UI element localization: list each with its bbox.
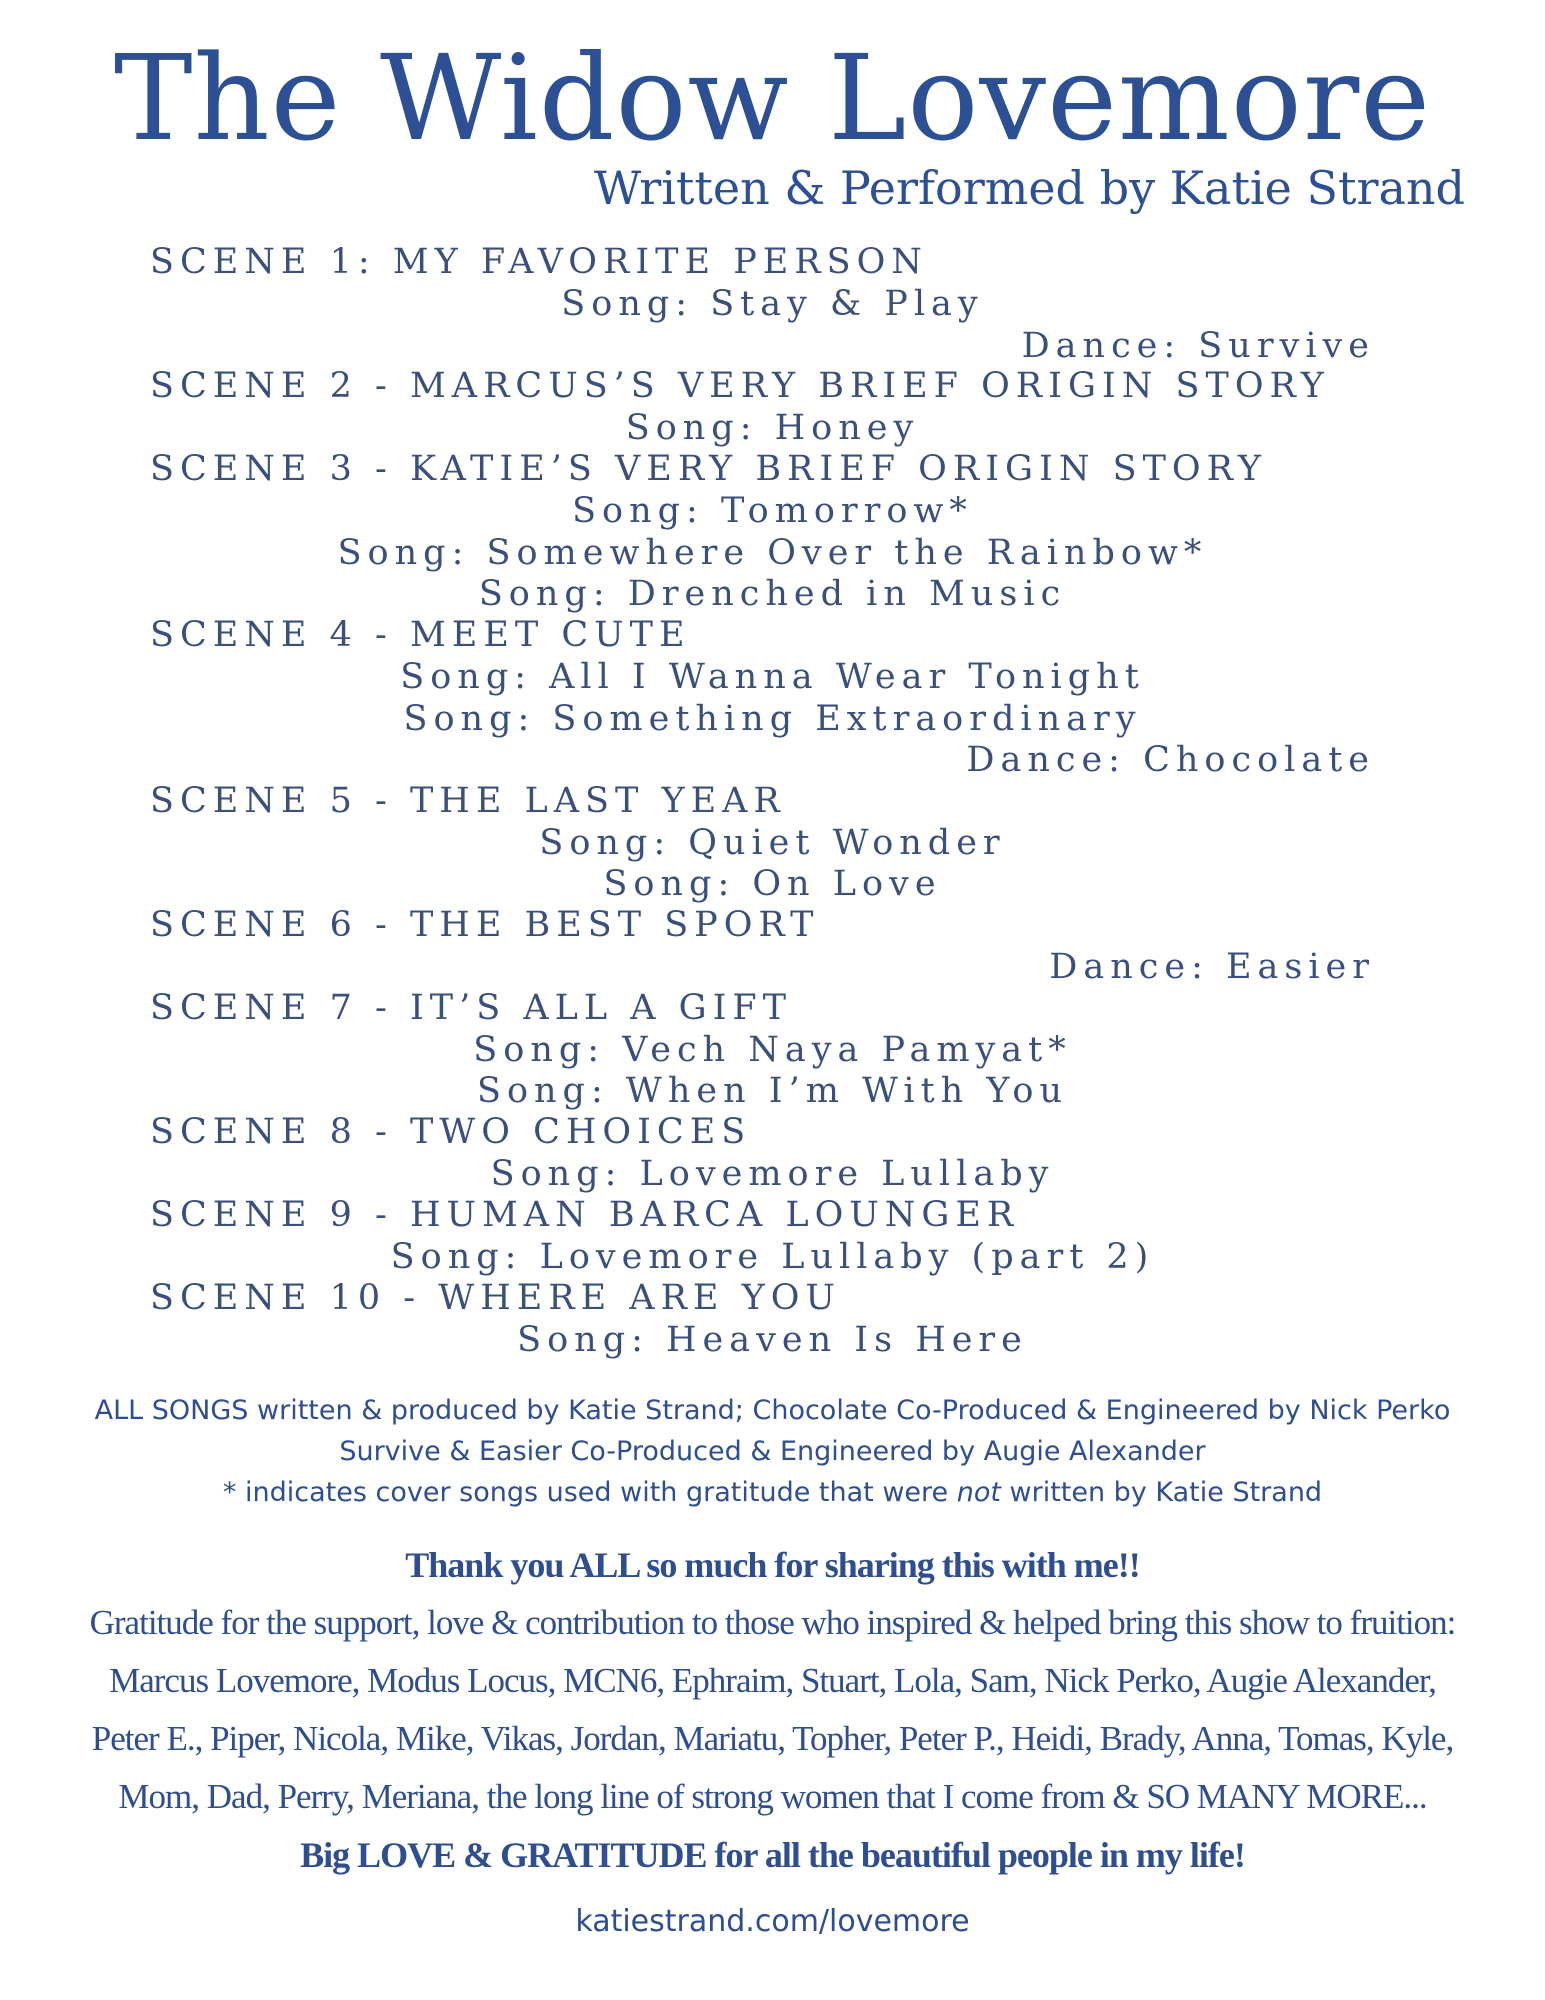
scene-heading: SCENE 8 - TWO CHOICES <box>150 1112 752 1152</box>
scene-heading: SCENE 2 - MARCUS’S VERY BRIEF ORIGIN STORY <box>150 366 1330 406</box>
dance-entry: Dance: Survive <box>1021 326 1375 366</box>
song-entry: Song: Heaven Is Here <box>517 1320 1028 1360</box>
credits-line-3-end: written by Katie Strand <box>1000 1477 1323 1508</box>
show-subtitle: Written & Performed by Katie Strand <box>593 161 1465 215</box>
song-entry: Song: Something Extraordinary <box>403 699 1142 739</box>
song-entry: Song: When I’m With You <box>476 1071 1069 1111</box>
credits-line-3 <box>0 1472 1545 1513</box>
scene-heading: SCENE 4 - MEET CUTE <box>150 615 691 655</box>
scene-heading: SCENE 5 - THE LAST YEAR <box>150 781 786 821</box>
credits-line-3-start: * indicates cover songs used with gratitude that were <box>222 1477 957 1508</box>
song-entry: Song: Somewhere Over the Rainbow* <box>337 533 1208 573</box>
scene-heading: SCENE 3 - KATIE’S VERY BRIEF ORIGIN STORY <box>150 449 1267 489</box>
website-link[interactable]: katiestrand.com/lovemore <box>575 1904 970 1939</box>
song-entry: Song: All I Wanna Wear Tonight <box>400 657 1145 697</box>
dance-entry: Dance: Easier <box>1049 947 1375 987</box>
dance-entry: Dance: Chocolate <box>966 740 1375 780</box>
credits-line-2: Survive & Easier Co-Produced & Engineered by Augie Alexander <box>339 1436 1206 1467</box>
song-credits <box>0 1390 1545 1513</box>
acknowledgements <box>0 1536 1545 1884</box>
thanks-line-2: Marcus Lovemore, Modus Locus, MCN6, Ephraim, Stuart, Lola, Sam, Nick Perko, Augie Alexander, <box>109 1661 1436 1700</box>
song-entry: Song: Stay & Play <box>561 284 984 324</box>
song-entry: Song: On Love <box>603 864 942 904</box>
song-entry: Song: Quiet Wonder <box>539 823 1006 863</box>
song-entry: Song: Lovemore Lullaby <box>490 1154 1055 1194</box>
song-entry: Song: Tomorrow* <box>572 491 973 531</box>
scene-heading: SCENE 1: MY FAVORITE PERSON <box>150 242 928 282</box>
scene-heading: SCENE 7 - IT’S ALL A GIFT <box>150 988 793 1028</box>
thanks-closing: Big LOVE & GRATITUDE for all the beautiful people in my life! <box>300 1835 1245 1875</box>
scene-heading: SCENE 10 - WHERE ARE YOU <box>150 1278 841 1318</box>
song-entry: Song: Drenched in Music <box>478 574 1067 614</box>
thanks-line-4: Mom, Dad, Perry, Meriana, the long line of strong women that I come from & SO MANY MORE... <box>118 1777 1427 1816</box>
thanks-line-3: Peter E., Piper, Nicola, Mike, Vikas, Jordan, Mariatu, Topher, Peter P., Heidi, Brady, Anna, Tomas, Kyle, <box>91 1719 1454 1758</box>
scene-heading: SCENE 6 - THE BEST SPORT <box>150 905 820 945</box>
song-entry: Song: Vech Naya Pamyat* <box>473 1030 1072 1070</box>
credits-line-1: ALL SONGS written & produced by Katie Strand; Chocolate Co-Produced & Engineered by Nick Perko <box>94 1395 1451 1426</box>
show-title: The Widow Lovemore <box>113 29 1432 167</box>
credits-emphasis: not <box>956 1477 1001 1508</box>
thanks-line-1: Gratitude for the support, love & contribution to those who inspired & helped bring this show to fruition: <box>89 1603 1456 1642</box>
thanks-headline: Thank you ALL so much for sharing this with me!! <box>405 1545 1140 1585</box>
scene-heading: SCENE 9 - HUMAN BARCA LOUNGER <box>150 1195 1020 1235</box>
song-entry: Song: Honey <box>625 408 920 448</box>
song-entry: Song: Lovemore Lullaby (part 2) <box>390 1237 1155 1277</box>
